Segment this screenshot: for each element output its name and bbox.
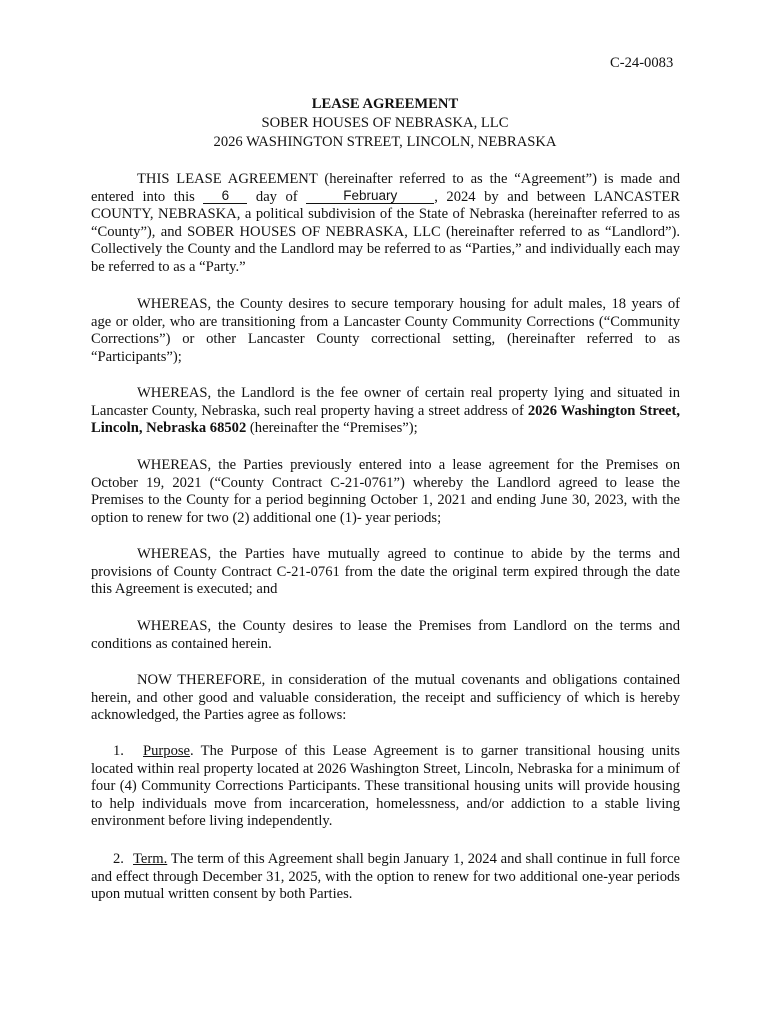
contract-number: C-24-0083: [610, 55, 674, 71]
section-2-number: 2.: [113, 851, 124, 867]
now-therefore-paragraph: NOW THEREFORE, in consideration of the mutual covenants and obligations contained herein, and other good and valuable consideration, the receipt and sufficiency of which is hereby acknowledged, the Parties agree as follows:: [91, 672, 680, 724]
section-2-heading: Term.: [133, 851, 168, 867]
section-term: [91, 851, 680, 904]
section-1-number: 1.: [113, 743, 124, 759]
intro-paragraph: [91, 171, 680, 277]
document-title: LEASE AGREEMENT: [311, 96, 459, 112]
section-2-text: The term of this Agreement shall begin January 1, 2024 and shall continue in full force and effect through December 31, 2025, with the option to renew for two additional one-year periods upon mutual written consent by both Parties.: [91, 851, 680, 903]
intro-text-3: , 2024 by and between LANCASTER COUNTY, NEBRASKA, a political subdivision of the State of Nebraska (hereinafter referred to as “County”), and SOBER HOUSES OF NEBRASKA, LLC (hereinafter referred to as “Landlord”). Collectively the County and the Landlord may be referred to as “Parties,” and individually each may be referred to as a “Party.”: [91, 188, 680, 275]
month-field[interactable]: February: [306, 189, 434, 204]
whereas-paragraph-3: WHEREAS, the Parties previously entered into a lease agreement for the Premises on October 19, 2021 (“County Contract C-21-0761”) whereby the Landlord agreed to lease the Premises to the County for a period beginning October 1, 2021 and ending June 30, 2023, with the option to renew for two (2) additional one (1)- year periods;: [91, 457, 680, 526]
whereas2-text-2: (hereinafter the “Premises”);: [246, 420, 418, 437]
section-1-heading: Purpose: [143, 743, 191, 759]
day-field[interactable]: 6: [203, 189, 247, 204]
whereas-paragraph-1: WHEREAS, the County desires to secure temporary housing for adult males, 18 years of age or older, who are transitioning from a Lancaster County Community Corrections (“Community Corrections”) or other Lancaster County correctional setting, (hereinafter referred to as “Participants”);: [91, 296, 680, 365]
whereas-paragraph-4: WHEREAS, the Parties have mutually agreed to continue to abide by the terms and provisions of County Contract C-21-0761 from the date the original term expired through the date this Agreement is executed; and: [91, 546, 680, 598]
title-address: 2026 WASHINGTON STREET, LINCOLN, NEBRASKA: [213, 134, 557, 150]
title-party: SOBER HOUSES OF NEBRASKA, LLC: [261, 115, 509, 131]
whereas-paragraph-5: WHEREAS, the County desires to lease the Premises from Landlord on the terms and conditions as contained herein.: [91, 618, 680, 652]
whereas2-text-1: WHEREAS, the Landlord is the fee owner of certain real property lying and situated in Lancaster County, Nebraska, such real property having a street address of: [91, 385, 680, 419]
section-1-text: . The Purpose of this Lease Agreement is to garner transitional housing units located within real property located at 2026 Washington Street, Lincoln, Nebraska for a minimum of four (4) Community Corrections Participants. These transitional housing units will provide housing to help individuals move from incarceration, homelessness, and/or addiction to a stable living environment before living independently.: [91, 743, 680, 830]
premises-address: 2026 Washington Street, Lincoln, Nebraska 68502: [91, 402, 681, 437]
intro-text-1: THIS LEASE AGREEMENT (hereinafter referred to as the “Agreement”) is made and entered into this: [91, 171, 680, 205]
title-block: [0, 95, 770, 152]
intro-text-2: day of: [247, 188, 307, 205]
section-purpose: [91, 743, 680, 831]
whereas-paragraph-2: [91, 385, 680, 438]
